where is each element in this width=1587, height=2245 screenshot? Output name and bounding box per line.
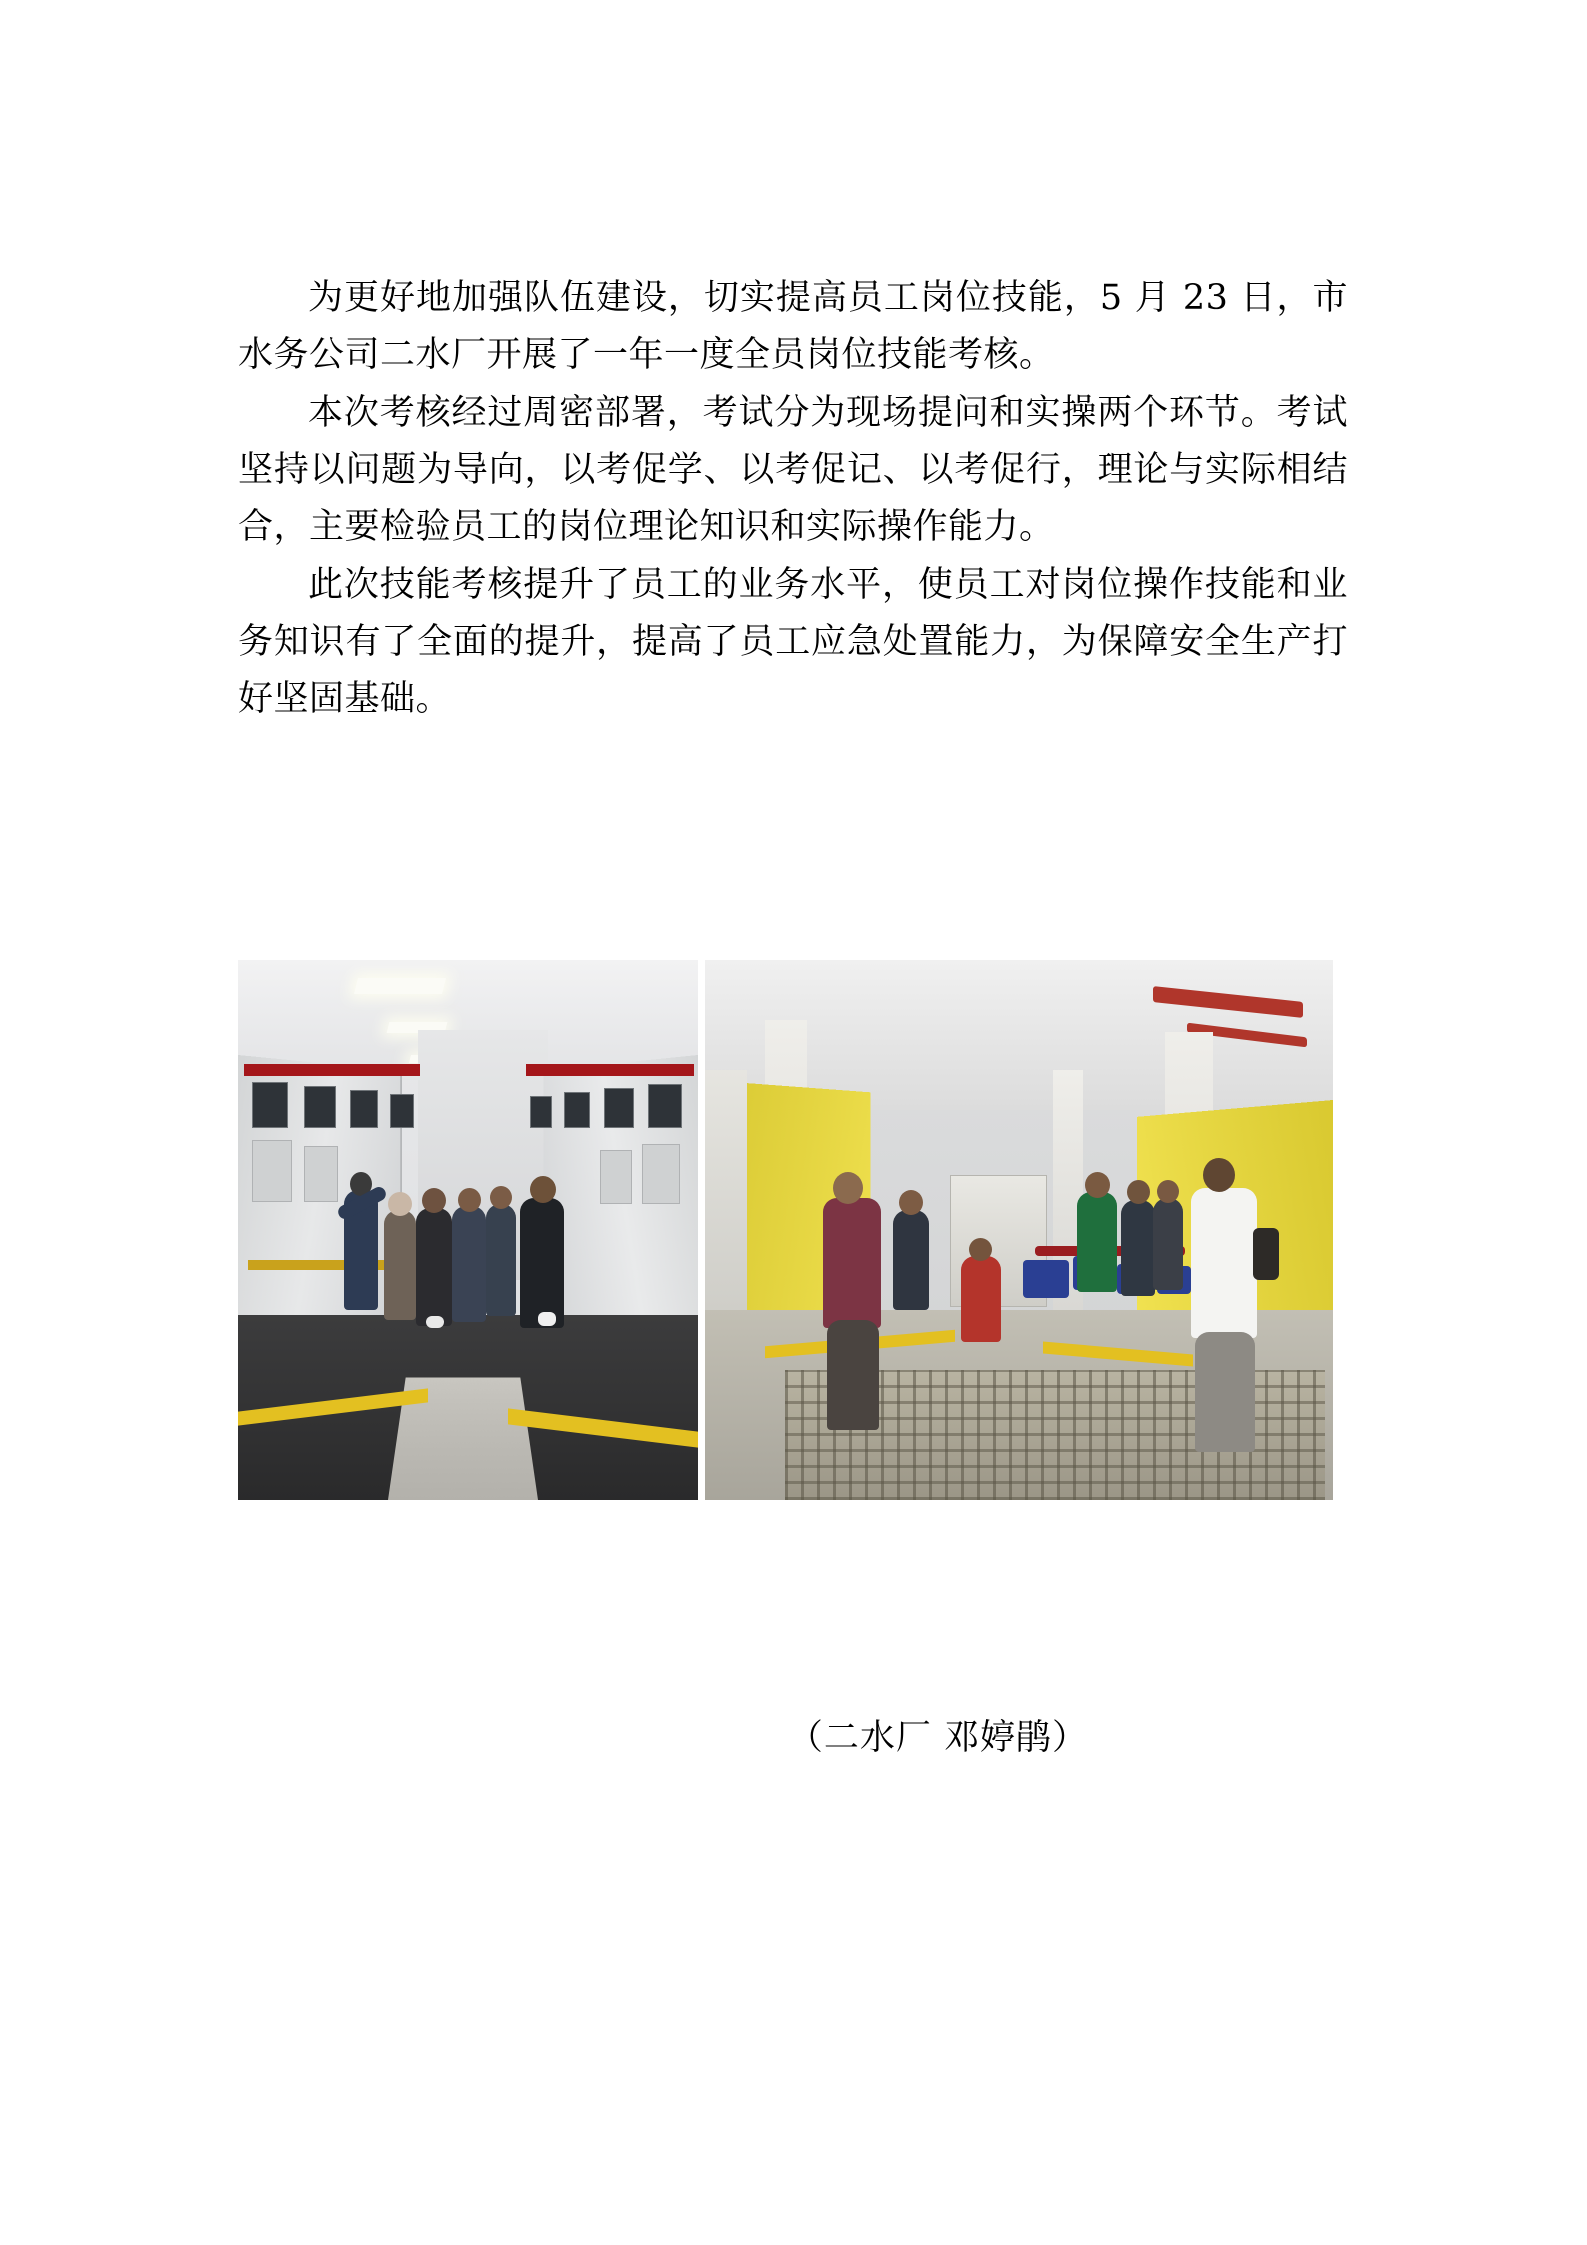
signature-text: （二水厂 邓婷鹃） (787, 1718, 1089, 1758)
figure-group (238, 960, 1333, 1500)
switchgear-room-photo (238, 960, 698, 1500)
article-signature (238, 1710, 1348, 1760)
article-body (238, 270, 1348, 730)
paragraph-2: 本次考核经过周密部署，考试分为现场提问和实操两个环节。考试坚持以问题为导向，以考促学、以考促记、以考促行，理论与实际相结合，主要检验员工的岗位理论知识和实际操作能力。 (238, 393, 1348, 547)
paragraph-1: 为更好地加强队伍建设，切实提高员工岗位技能，5 月 23 日，市水务公司二水厂开展了一年一度全员岗位技能考核。 (238, 278, 1348, 375)
paragraph-3: 此次技能考核提升了员工的业务水平，使员工对岗位操作技能和业务知识有了全面的提升，提高了员工应急处置能力，为保障安全生产打好坚固基础。 (238, 565, 1348, 719)
equipment-corridor-photo (705, 960, 1333, 1500)
